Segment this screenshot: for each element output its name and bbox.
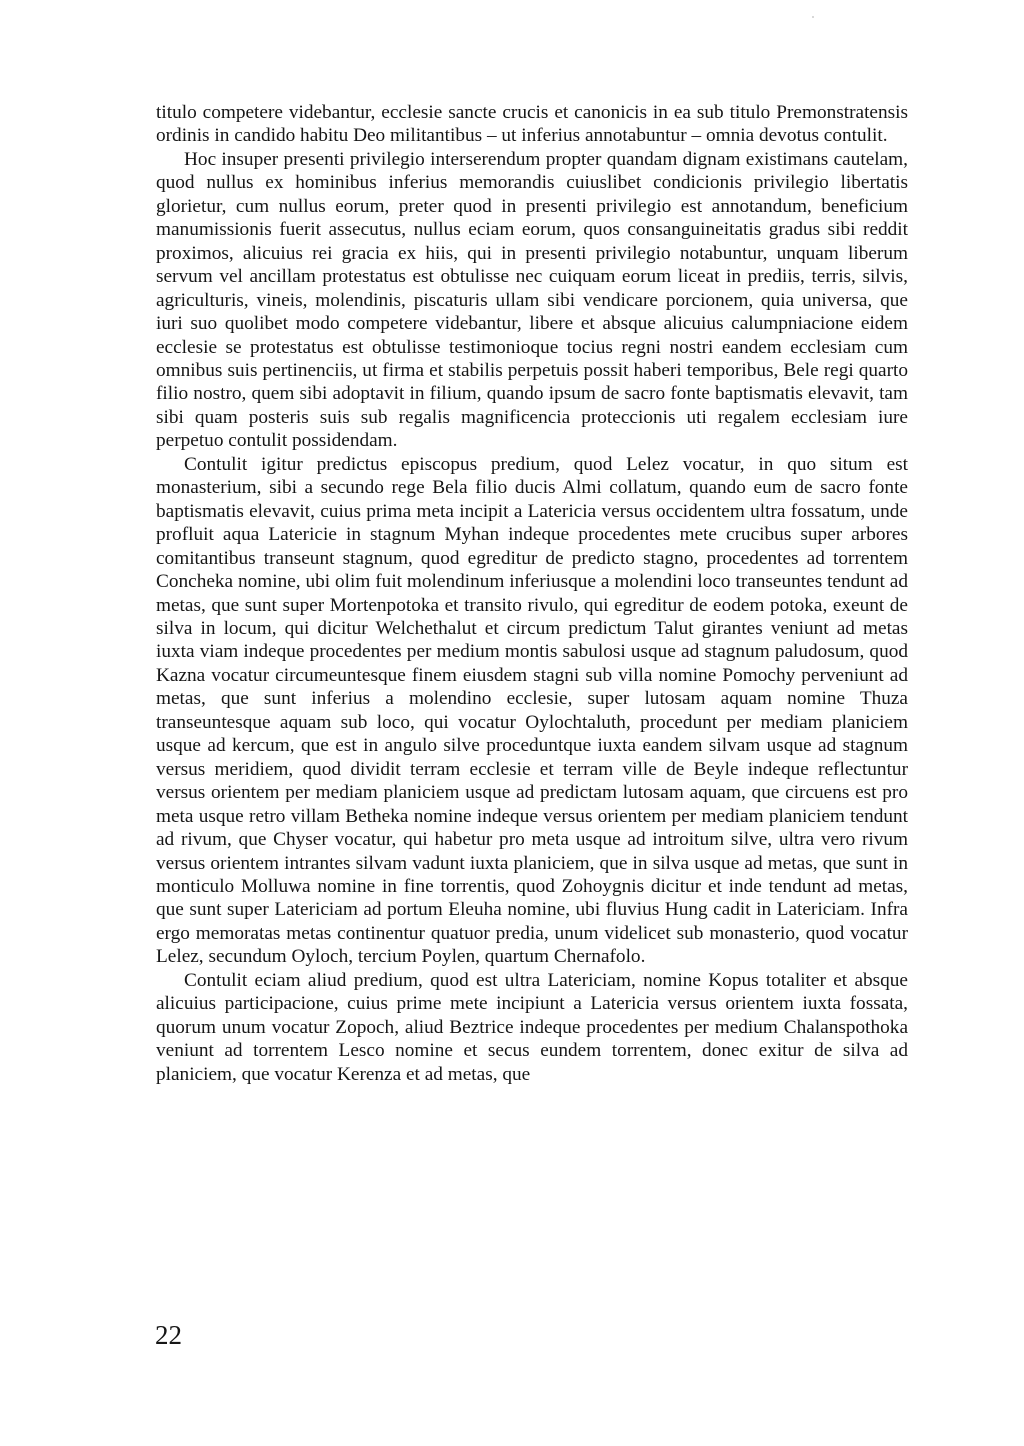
paragraph-continuation: titulo competere videbantur, ecclesie sancte crucis et canonicis in ea sub titulo Premonstratensis ordinis in candido habitu Deo militantibus – ut inferius annotabuntur – omnia devotus contulit.	[156, 102, 908, 147]
paragraph-privilege: Hoc insuper presenti privilegio interserendum propter quandam dignam existimans cautelam, quod nullus ex hominibus inferius memorandis cuiuslibet condicionis privilegio libertatis glorietur, cum nullus eorum, preter quod in presenti privilegio est annotandum, beneficium manumissionis fuerit assecutus, nullus eciam eorum, quos consanguineitatis gradus sibi reddit proximos, alicuius rei gracia ex hiis, qui in presenti privilegio notabuntur, unquam liberum servum vel ancillam protestatus est obtulisse nec cuiquam eorum liceat in prediis, terris, silvis, agriculturis, vineis, molendinis, piscaturis ullam sibi vendicare porcionem, quia universa, que iuri suo quolibet modo competere videbantur, libere et absque alicuius calumpniacione eidem ecclesie se protestatus est obtulisse testimonioque tocius regni nostri eandem ecclesiam cum omnibus suis pertinenciis, ut firma et stabilis perpetuis possit haberi temporibus, Bele regi quarto filio nostro, quem sibi adoptavit in filium, quando ipsum de sacro fonte baptismatis elevavit, tam sibi quam posteris suis sub regalis magnificencia proteccionis uti regalem ecclesiam iure perpetuo contulit possidendam.	[156, 148, 908, 452]
paragraph-kopus-estate: Contulit eciam aliud predium, quod est ultra Latericiam, nomine Kopus totaliter et absque alicuius participacione, cuius prime mete incipiunt a Latericia versus orientem iuxta fossata, quorum unum vocatur Zopoch, aliud Beztrice indeque procedentes per medium Chalanspothoka veniunt ad torrentem Lesco nomine et secus eundem torrentem, donec exitur de silva ad planiciem, que vocatur Kerenza et ad metas, que	[156, 969, 908, 1085]
document-body	[156, 101, 908, 1086]
page-number: 22	[155, 1320, 182, 1350]
scan-speck	[812, 16, 814, 18]
paragraph-lelez-estate: Contulit igitur predictus episcopus predium, quod Lelez vocatur, in quo situm est monasterium, sibi a secundo rege Bela filio ducis Almi collatum, quando eum de sacro fonte baptismatis elevavit, cuius prima meta incipit a Latericia versus occidentem ultra fossatum, unde profluit aqua Latericie in stagnum Myhan indeque procedentes mete crucibus super arbores comitantibus transeunt stagnum, quod egreditur de predicto stagno, procedentes ad torrentem Concheka nomine, ubi olim fuit molendinum inferiusque a molendini loco transeuntes tendunt ad metas, que sunt super Mortenpotoka et transito rivulo, qui egreditur de eodem potoka, exeunt de silva in locum, qui dicitur Welchethalut et circum predictum Talut girantes veniunt ad metas iuxta viam indeque procedentes per medium montis sabulosi usque ad stagnum paludosum, quod Kazna vocatur circumeuntesque finem eiusdem stagni sub villa nomine Pomochy perveniunt ad metas, que sunt inferius a molendino ecclesie, super lutosam aquam nomine Thuza transeuntesque aquam sub loco, qui vocatur Oylochtaluth, procedunt per mediam planiciem usque ad kercum, que est in angulo silve proceduntque iuxta eandem silvam usque ad stagnum versus meridiem, quod dividit terram ecclesie et terram ville de Beyle indeque reflectuntur versus orientem per mediam planiciem usque ad predictam lutosam aquam, que circuens est pro meta usque retro villam Betheka nomine indeque versus orientem per mediam planiciem tendunt ad rivum, que Chyser vocatur, qui habetur pro meta usque ad introitum silve, ultra vero rivum versus orientem intrantes silvam vadunt iuxta planiciem, que in silva usque ad metas, que sunt in monticulo Molluwa nomine in fine torrentis, quod Zohoygnis dicitur et inde tendunt ad metas, que sunt super Latericiam ad portum Eleuha nomine, ubi fluvius Hung cadit in Latericiam. Infra ergo memoratas metas continentur quatuor predia, unum videlicet sub monasterio, quod vocatur Lelez, secundum Oyloch, tercium Poylen, quartum Chernafolo.	[156, 453, 908, 968]
